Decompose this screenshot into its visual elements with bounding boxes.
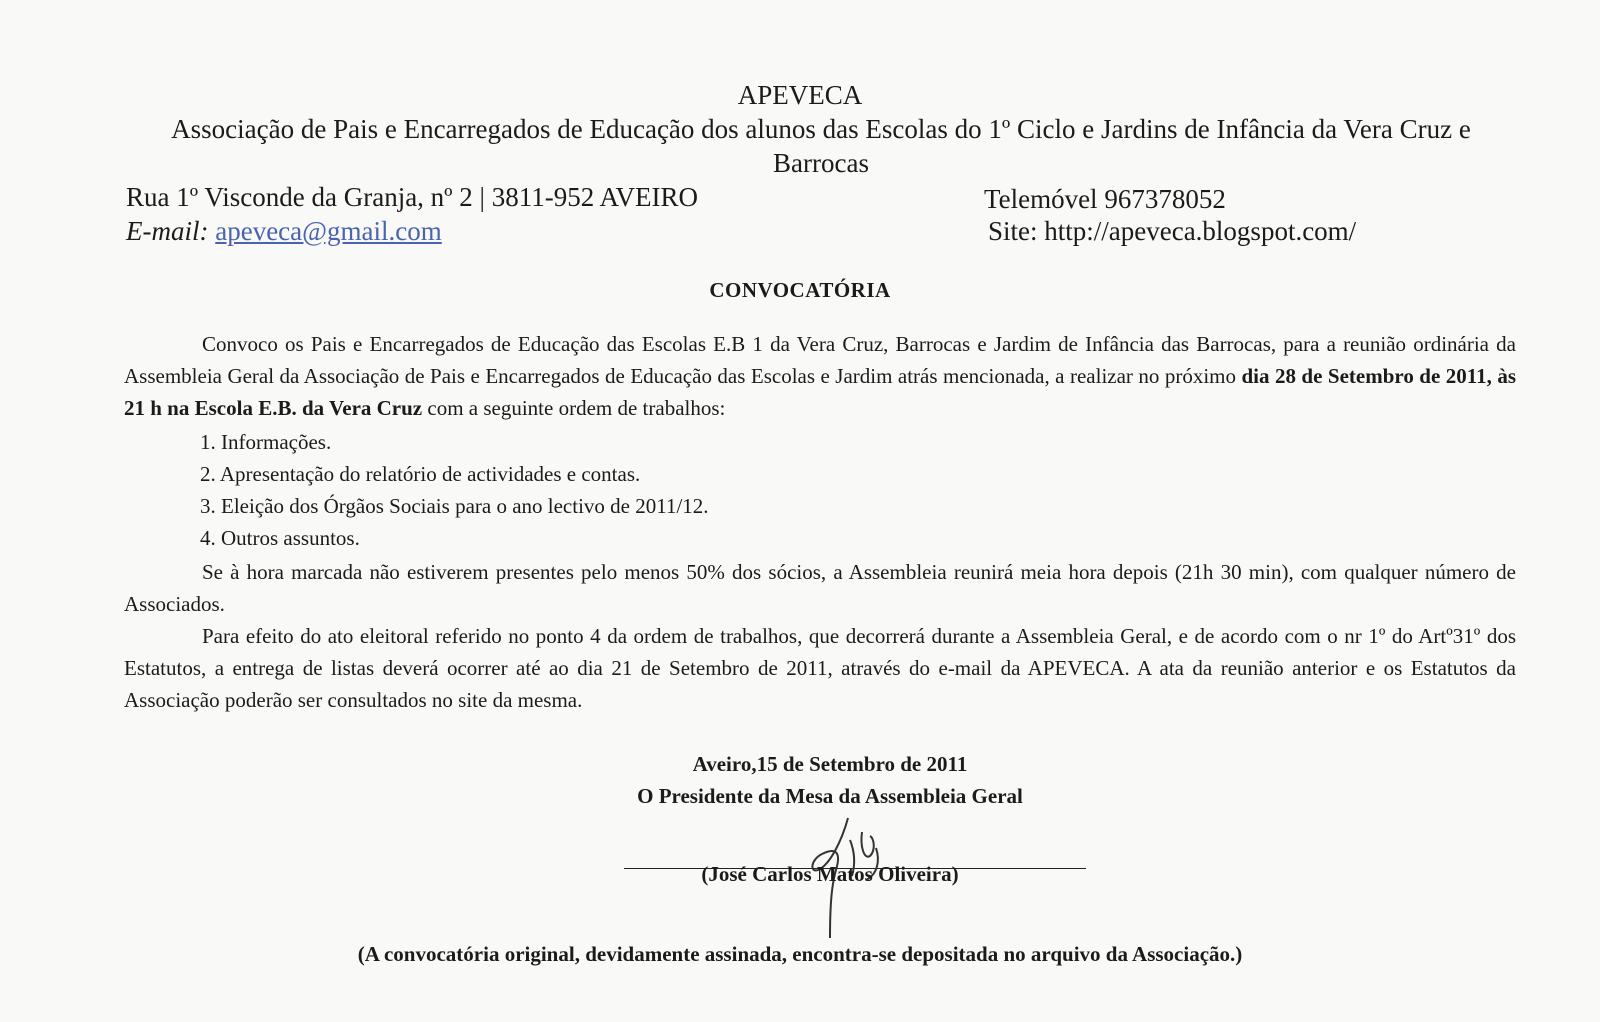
quorum-paragraph: Se à hora marcada não estiverem presentes pelo menos 50% dos sócios, a Assembleia reunirá meia hora depois (21h 30 min), com qualquer número de Associados. (124, 560, 1516, 616)
email-label: E-mail: (126, 216, 216, 246)
agenda-list (200, 426, 709, 554)
place-date: Aveiro,15 de Setembro de 2011 (692, 752, 968, 776)
signatory-role: O Presidente da Mesa da Assembleia Geral (637, 784, 1023, 808)
document-title: CONVOCATÓRIA (709, 278, 891, 302)
agenda-item: 4. Outros assuntos. (200, 526, 360, 550)
org-address: Rua 1º Visconde da Granja, nº 2 | 3811-952 AVEIRO (126, 182, 698, 212)
email-row (126, 214, 442, 248)
org-full-name: Associação de Pais e Encarregados de Educação dos alunos das Escolas do 1º Ciclo e Jardins de Infância da Vera Cruz e Barrocas (171, 114, 1471, 178)
paragraph1-text-b: com a seguinte ordem de trabalhos: (422, 396, 726, 420)
election-paragraph: Para efeito do ato eleitoral referido no ponto 4 da ordem de trabalhos, que decorrerá durante a Assembleia Geral, e de acordo com o nr 1º do Artº31º dos Estatutos, a entrega de listas deverá ocorrer até ao dia 21 de Setembro de 2011, através do e-mail da APEVECA. A ata da reunião anterior e os Estatutos da Associação poderão ser consultados no site da mesma. (124, 624, 1516, 712)
site-url[interactable]: Site: http://apeveca.blogspot.com/ (988, 216, 1357, 246)
meeting-date-location: dia 28 de Setembro de 2011, às 21 h na Escola E.B. da Vera Cruz (124, 364, 1516, 420)
convocation-paragraph (124, 328, 1516, 424)
agenda-item: 2. Apresentação do relatório de actividades e contas. (200, 462, 641, 486)
agenda-item: 3. Eleição dos Órgãos Sociais para o ano lectivo de 2011/12. (200, 494, 709, 518)
signatory-name: (José Carlos Matos Oliveira) (701, 862, 959, 886)
paragraph1-text-a: Convoco os Pais e Encarregados de Educação das Escolas E.B 1 da Vera Cruz, Barrocas e Jardim de Infância das Barrocas, para a reunião ordinária da Assembleia Geral da Associação de Pais e Encarregados de Educação das Escolas e Jardim atrás mencionada, a realizar no próximo (124, 332, 1516, 388)
org-acronym: APEVECA (737, 80, 863, 110)
email-link[interactable]: apeveca@gmail.com (215, 216, 442, 246)
agenda-item: 1. Informações. (200, 430, 332, 454)
footnote: (A convocatória original, devidamente assinada, encontra-se depositada no arquivo da Associação.) (357, 942, 1243, 966)
org-phone: Telemóvel 967378052 (984, 184, 1226, 214)
